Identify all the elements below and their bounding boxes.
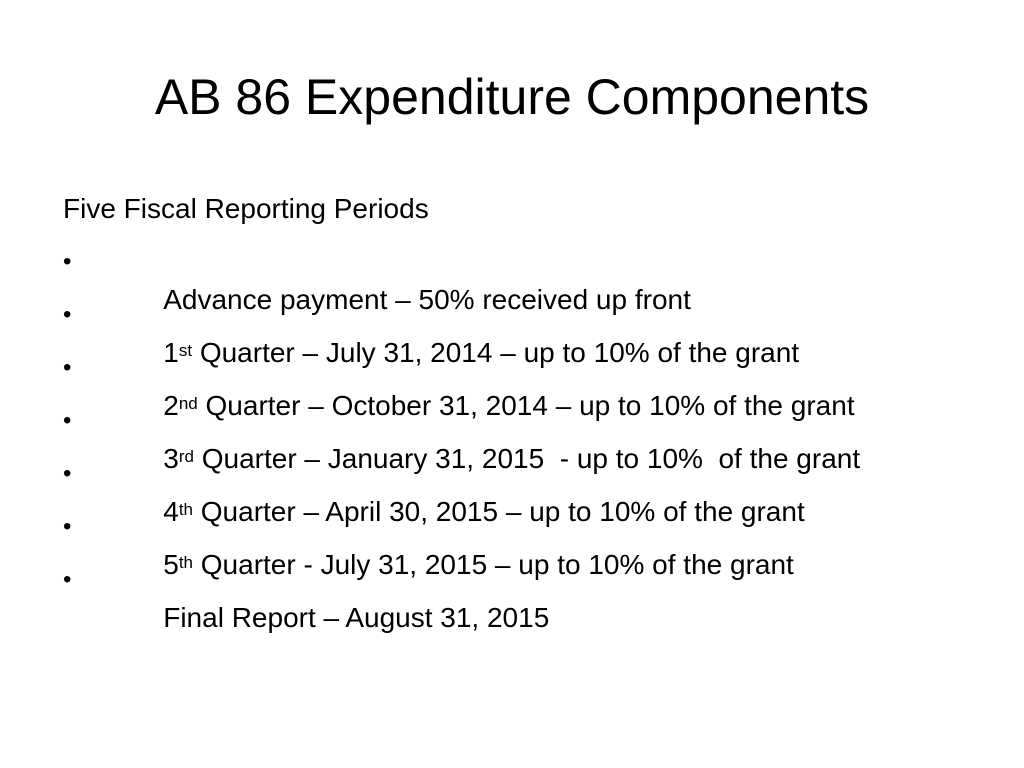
slide-content xyxy=(63,190,983,633)
bullet-text: Quarter – January 31, 2015 - up to 10% of the grant xyxy=(193,443,861,474)
slide-title: AB 86 Expenditure Components xyxy=(154,69,870,125)
bullet-text: Quarter – April 30, 2015 – up to 10% of the grant xyxy=(193,496,805,527)
bullet-item xyxy=(63,561,983,633)
bullet-icon: • xyxy=(63,301,72,328)
bullet-text: Quarter - July 31, 2015 – up to 10% of the grant xyxy=(193,549,794,580)
bullet-list xyxy=(63,243,983,633)
ordinal-suffix: rd xyxy=(178,447,194,466)
bullet-text: Quarter – October 31, 2014 – up to 10% of the grant xyxy=(197,390,855,421)
bullet-item xyxy=(63,508,983,580)
bullet-number: 3 xyxy=(163,443,179,474)
ordinal-suffix: th xyxy=(178,553,193,572)
bullet-number: 5 xyxy=(163,549,179,580)
bullet-item xyxy=(63,402,983,474)
ordinal-suffix: nd xyxy=(178,394,198,413)
bullet-item xyxy=(63,455,983,527)
bullet-text: Advance payment – 50% received up front xyxy=(163,284,691,315)
bullet-icon: • xyxy=(63,566,72,593)
bullet-number: 4 xyxy=(163,496,179,527)
ordinal-suffix: th xyxy=(178,500,193,519)
bullet-item xyxy=(63,296,983,368)
bullet-number: 1 xyxy=(163,337,179,368)
bullet-text: Quarter – July 31, 2014 – up to 10% of the grant xyxy=(192,337,800,368)
subheading: Five Fiscal Reporting Periods xyxy=(63,193,429,224)
bullet-item xyxy=(63,243,983,315)
bullet-icon: • xyxy=(63,354,72,381)
ordinal-suffix: st xyxy=(178,341,193,360)
bullet-text: Final Report – August 31, 2015 xyxy=(163,602,550,633)
bullet-icon: • xyxy=(63,513,72,540)
bullet-icon: • xyxy=(63,407,72,434)
bullet-icon: • xyxy=(63,460,72,487)
bullet-icon: • xyxy=(63,248,72,275)
bullet-item xyxy=(63,349,983,421)
bullet-number: 2 xyxy=(163,390,179,421)
